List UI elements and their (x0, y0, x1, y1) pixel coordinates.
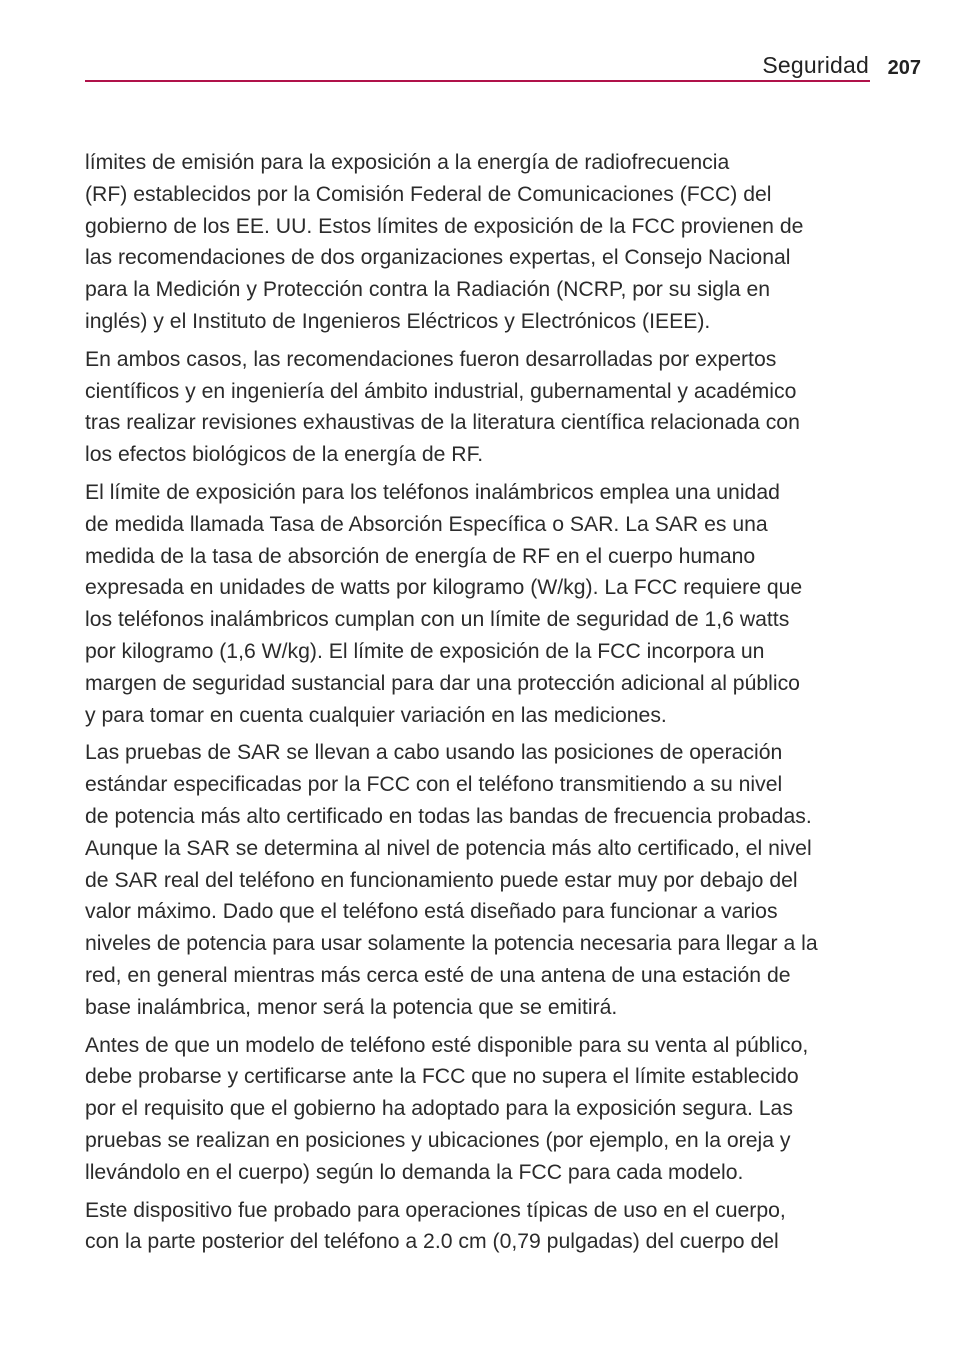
paragraph: Este dispositivo fue probado para operaciones típicas de uso en el cuerpo, con la parte posterior del teléfono a 2.0 cm (0,79 pulgadas) del cuerpo del (85, 1198, 786, 1254)
header-divider (85, 80, 870, 82)
paragraph: límites de emisión para la exposición a la energía de radiofrecuencia (RF) establecidos por la Comisión Federal de Comunicaciones (FCC) del gobierno de los EE. UU. Estos límites de exposición de la FCC provienen de las recomendaciones de dos organizaciones expertas, el Consejo Nacional para la Medición y Protección contra la Radiación (NCRP, por su sigla en inglés) y el Instituto de Ingenieros Eléctricos y Electrónicos (IEEE). (85, 151, 804, 333)
body-text (85, 147, 885, 1264)
section-title: Seguridad (762, 52, 869, 78)
paragraph: Antes de que un modelo de teléfono esté disponible para su venta al público, debe probarse y certificarse ante la FCC que no supera el límite establecido por el requisito que el gobierno ha adoptado para la exposición segura. Las pruebas se realizan en posiciones y ubicaciones (por ejemplo, en la oreja y llevándolo en el cuerpo) según lo demanda la FCC para cada modelo. (85, 1033, 809, 1184)
paragraph: El límite de exposición para los teléfonos inalámbricos emplea una unidad de medida llamada Tasa de Absorción Específica o SAR. La SAR es una medida de la tasa de absorción de energía de RF en el cuerpo humano expresada en unidades de watts por kilogramo (W/kg). La FCC requiere que los teléfonos inalámbricos cumplan con un límite de seguridad de 1,6 watts por kilogramo (1,6 W/kg). El límite de exposición de la FCC incorpora un margen de seguridad sustancial para dar una protección adicional al público y para tomar en cuenta cualquier variación en las mediciones. (85, 480, 803, 727)
paragraph: En ambos casos, las recomendaciones fueron desarrolladas por expertos científicos y en ingeniería del ámbito industrial, gubernamental y académico tras realizar revisiones exhaustivas de la literatura científica relacionada con los efectos biológicos de la energía de RF. (85, 347, 800, 467)
page-number: 207 (887, 57, 921, 79)
page-header (85, 48, 925, 88)
paragraph: Las pruebas de SAR se llevan a cabo usando las posiciones de operación estándar especificadas por la FCC con el teléfono transmitiendo a su nivel de potencia más alto certificado en todas las bandas de frecuencia probadas. Aunque la SAR se determina al nivel de potencia más alto certificado, el nivel de SAR real del teléfono en funcionamiento puede estar muy por debajo del valor máximo. Dado que el teléfono está diseñado para funcionar a varios niveles de potencia para usar solamente la potencia necesaria para llegar a la red, en general mientras más cerca esté de una antena de una estación de base inalámbrica, menor será la potencia que se emitirá. (85, 741, 818, 1019)
